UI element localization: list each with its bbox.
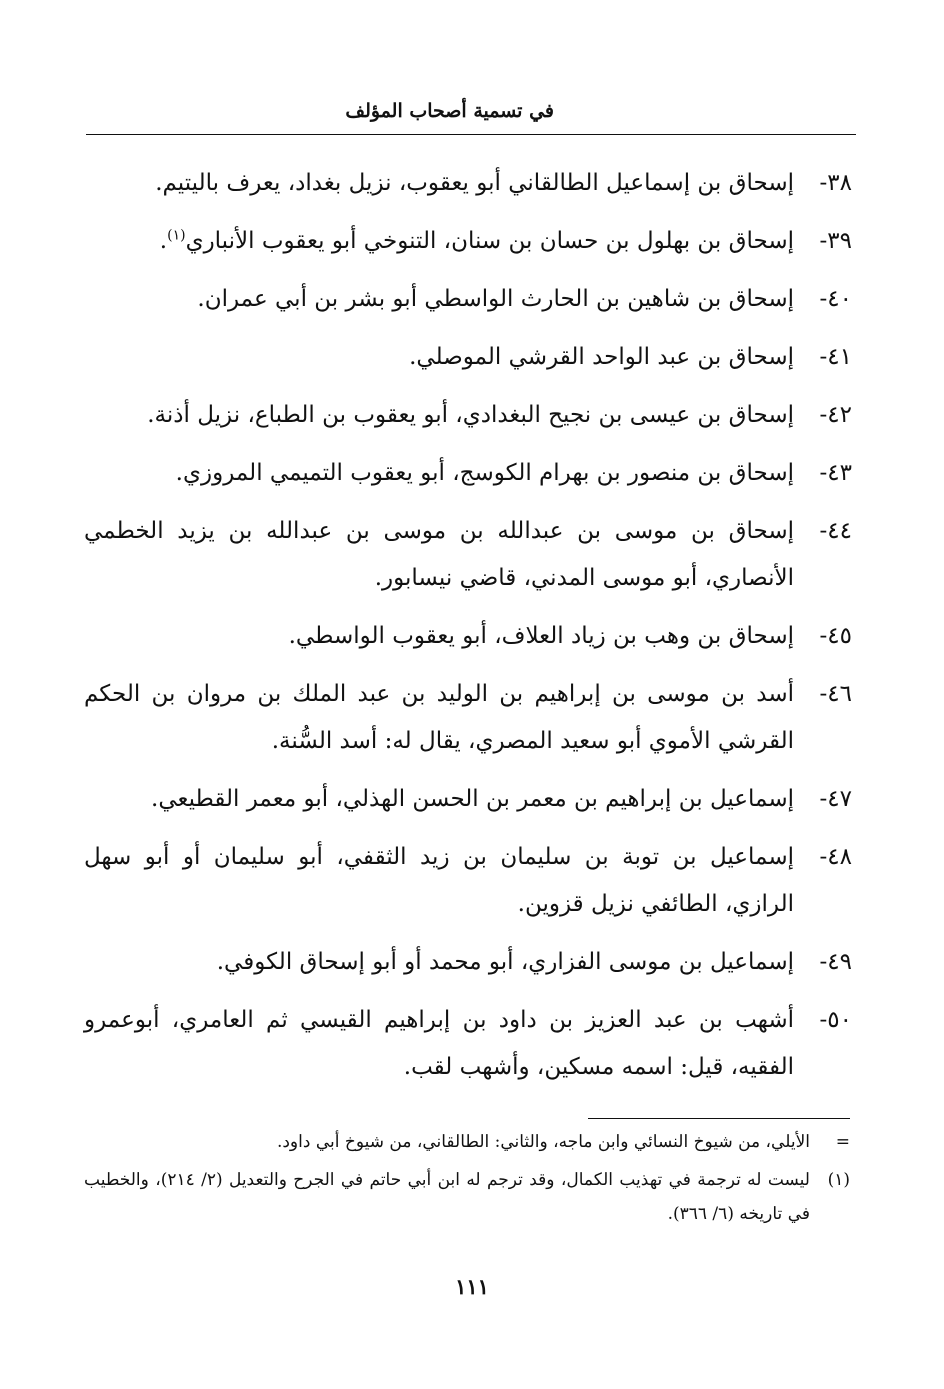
entry-39 — [84, 218, 852, 265]
entry-text: إسحاق بن بهلول بن حسان بن سنان، التنوخي أبو يعقوب الأنباري — [185, 228, 794, 254]
entry-50 — [84, 997, 852, 1091]
entry-number: ٤٠- — [819, 286, 852, 312]
entry-text: إسحاق بن عيسى بن نجيح البغدادي، أبو يعقوب بن الطباع، نزيل أذنة. — [147, 402, 794, 428]
entry-40 — [84, 276, 852, 323]
footnote-text: ليست له ترجمة في تهذيب الكمال، وقد ترجم له ابن أبي حاتم في الجرح والتعديل (٢/ ٢١٤)، والخطيب في تاريخه (٦/ ٣٦٦). — [84, 1170, 810, 1224]
footnote-rule — [588, 1118, 850, 1119]
footnote-continuation — [84, 1125, 850, 1159]
entry-45 — [84, 613, 852, 660]
footnote-1 — [84, 1163, 850, 1231]
entry-punctuation: . — [159, 228, 168, 254]
entry-number: ٤٩- — [819, 949, 852, 975]
entry-number: ٣٩- — [819, 228, 852, 254]
footnote-reference[interactable]: (١) — [167, 227, 186, 244]
entry-46 — [84, 671, 852, 765]
entry-48 — [84, 834, 852, 928]
entry-38 — [84, 160, 852, 207]
entry-text: إسماعيل بن توبة بن سليمان بن زيد الثقفي، أبو سليمان أو أبو سهل الرازي، الطائفي نزيل قزوين. — [84, 844, 794, 917]
entry-number: ٣٨- — [819, 170, 852, 196]
footnote-marker: = — [835, 1132, 850, 1152]
page-number: ١١١ — [455, 1274, 489, 1299]
entry-number: ٤٧- — [819, 786, 852, 812]
entry-text: أشهب بن عبد العزيز بن داود بن إبراهيم القيسي ثم العامري، أبوعمرو الفقيه، قيل: اسمه مسكين، وأشهب لقب. — [84, 1007, 794, 1080]
entry-text: إسحاق بن موسى بن عبدالله بن موسى بن عبدالله بن يزيد الخطمي الأنصاري، أبو موسى المدني، قاضي نيسابور. — [84, 518, 794, 591]
entry-43 — [84, 450, 852, 497]
entry-text: أسد بن موسى بن إبراهيم بن الوليد بن عبد الملك بن مروان بن الحكم القرشي الأموي أبو سعيد المصري، يقال له: أسد السُّنة. — [84, 681, 794, 754]
entry-number: ٤١- — [819, 344, 852, 370]
entry-number: ٤٦- — [819, 681, 852, 707]
entry-number: ٤٤- — [819, 518, 852, 544]
entry-47 — [84, 776, 852, 823]
footnotes — [84, 1125, 850, 1235]
entry-text: إسحاق بن منصور بن بهرام الكوسج، أبو يعقوب التميمي المروزي. — [175, 460, 794, 486]
entry-number: ٤٣- — [819, 460, 852, 486]
entry-number: ٤٨- — [819, 844, 852, 870]
entry-number: ٤٢- — [819, 402, 852, 428]
entry-text: إسحاق بن عبد الواحد القرشي الموصلي. — [409, 344, 794, 370]
entry-text: إسماعيل بن موسى الفزاري، أبو محمد أو أبو إسحاق الكوفي. — [216, 949, 794, 975]
entry-list — [84, 160, 852, 1102]
entry-number: ٥٠- — [819, 1007, 852, 1033]
entry-42 — [84, 392, 852, 439]
header-rule — [86, 134, 856, 135]
entry-44 — [84, 508, 852, 602]
footnote-text: الأيلي، من شيوخ النسائي وابن ماجه، والثاني: الطالقاني، من شيوخ أبي داود. — [276, 1132, 810, 1152]
entry-text: إسحاق بن وهب بن زياد العلاف، أبو يعقوب الواسطي. — [288, 623, 794, 649]
entry-text: إسماعيل بن إبراهيم بن معمر بن الحسن الهذلي، أبو معمر القطيعي. — [151, 786, 794, 812]
entry-41 — [84, 334, 852, 381]
entry-number: ٤٥- — [819, 623, 852, 649]
entry-text: إسحاق بن شاهين بن الحارث الواسطي أبو بشر بن أبي عمران. — [197, 286, 794, 312]
entry-49 — [84, 939, 852, 986]
footnote-marker: (١) — [827, 1170, 850, 1190]
running-header: في تسمية أصحاب المؤلف — [345, 100, 554, 122]
entry-text: إسحاق بن إسماعيل الطالقاني أبو يعقوب، نزيل بغداد، يعرف باليتيم. — [155, 170, 794, 196]
